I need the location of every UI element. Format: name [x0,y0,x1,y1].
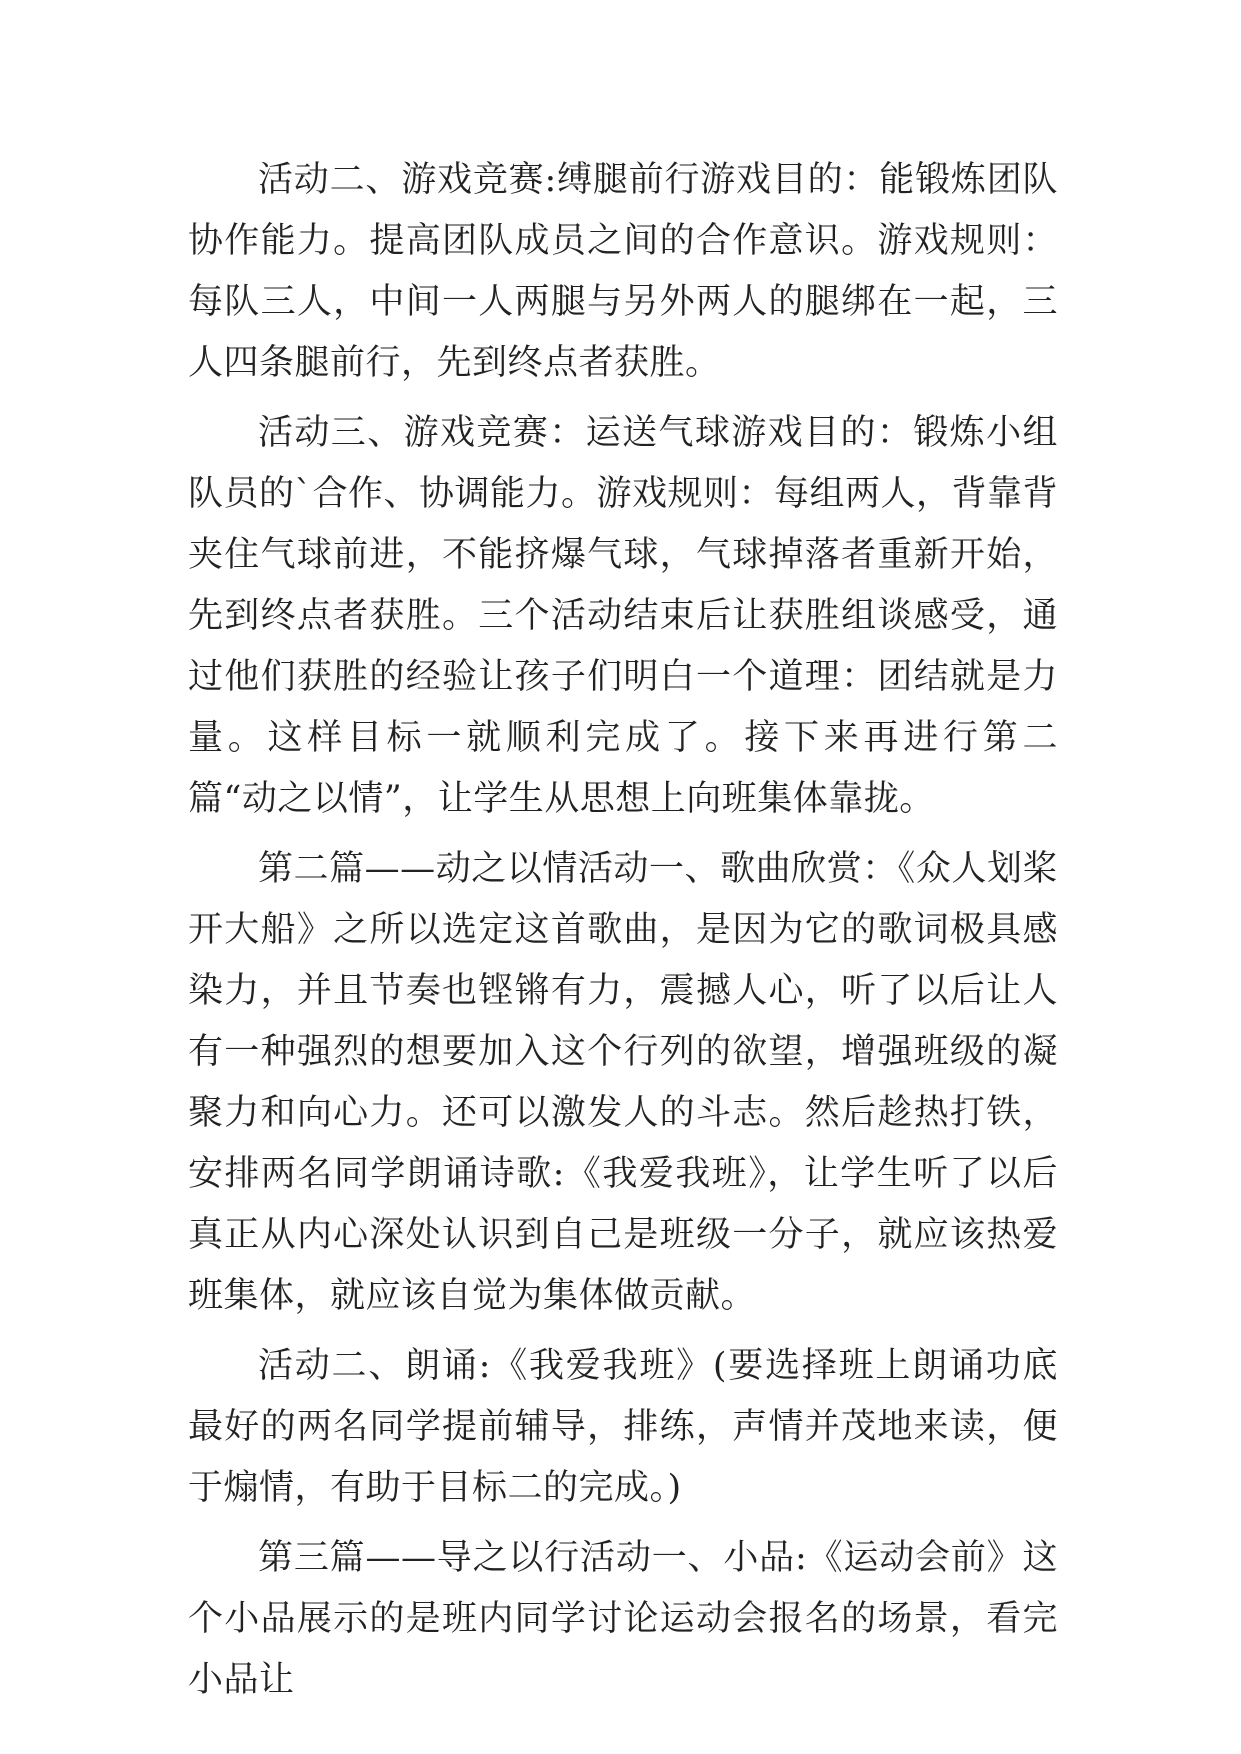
paragraph-part-two-emotion: 第二篇——动之以情活动一、歌曲欣赏：《众人划桨开大船》之所以选定这首歌曲，是因为它的歌词极具感染力，并且节奏也铿锵有力，震撼人心，听了以后让人有一种强烈的想要加入这个行列的欲望，增强班级的凝聚力和向心力。还可以激发人的斗志。然后趁热打铁，安排两名同学朗诵诗歌:《我爱我班》，让学生听了以后真正从内心深处认识到自己是班级一分子，就应该热爱班集体，就应该自觉为集体做贡献。 [188,849,1058,1316]
paragraph-part-three-action: 第三篇——导之以行活动一、小品:《运动会前》这个小品展示的是班内同学讨论运动会报名的场景，看完小品让 [188,1538,1058,1700]
paragraph-activity-three-balloon: 活动三、游戏竞赛：运送气球游戏目的：锻炼小组队员的`合作、协调能力。游戏规则：每组两人，背靠背夹住气球前进，不能挤爆气球，气球掉落者重新开始，先到终点者获胜。三个活动结束后让获胜组谈感受，通过他们获胜的经验让孩子们明白一个道理：团结就是力量。这样目标一就顺利完成了。接下来再进行第二篇“动之以情”，让学生从思想上向班集体靠拢。 [188,413,1059,819]
document-body [188,150,1058,1720]
paragraph-activity-two-leg-race: 活动二、游戏竞赛:缚腿前行游戏目的：能锻炼团队协作能力。提高团队成员之间的合作意识。游戏规则：每队三人，中间一人两腿与另外两人的腿绑在一起，三人四条腿前行，先到终点者获胜。 [188,160,1058,383]
paragraph-recitation: 活动二、朗诵:《我爱我班》(要选择班上朗诵功底最好的两名同学提前辅导，排练，声情并茂地来读，便于煽情，有助于目标二的完成。) [188,1346,1058,1508]
